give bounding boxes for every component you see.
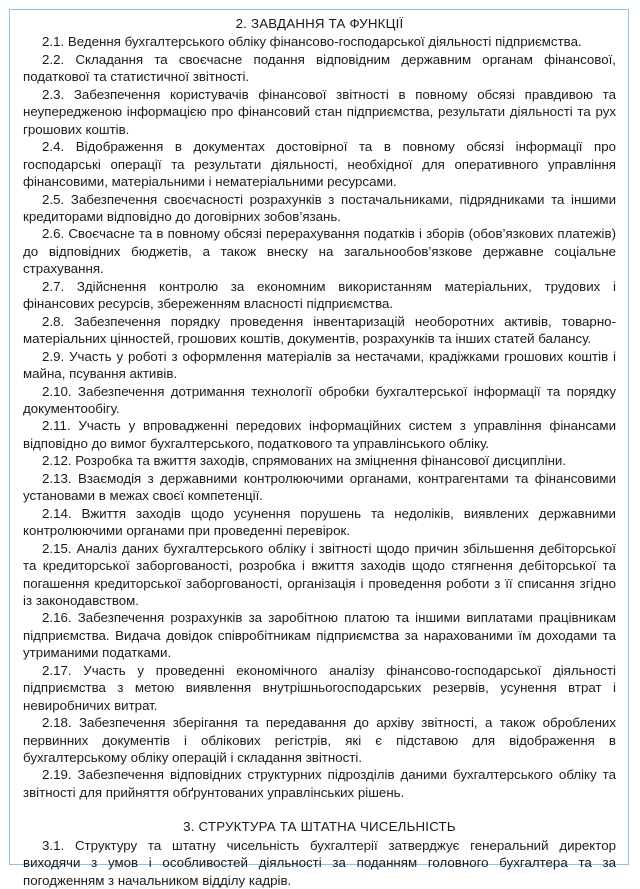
section-spacer (23, 801, 616, 818)
clause-2-14: 2.14. Вжиття заходів щодо усунення порушень та недоліків, виявлених державними контролюючими органами при проведенні перевірок. (23, 505, 616, 539)
clause-2-5: 2.5. Забезпечення своєчасності розрахунків з постачальниками, підрядниками та іншими кредиторами відповідно до договірних зобов’язань. (23, 191, 616, 224)
section-tasks-functions (23, 15, 616, 801)
clause-2-12: 2.12. Розробка та вжиття заходів, спрямованих на зміцнення фінансової дисципліни. (42, 453, 567, 469)
clause-2-18: 2.18. Забезпечення зберігання та передавання до архіву звітності, а також оброблених первинних документів і облікових регістрів, які є підставою для відображення в бухгалтерському обліку операцій і складання звітності. (23, 715, 616, 766)
clause-2-13: 2.13. Взаємодія з державними контролюючими органами, контрагентами та фінансовими установами в межах своєї компетенції. (23, 470, 616, 504)
clause-2-19: 2.19. Забезпечення відповідних структурних підрозділів даними бухгалтерського обліку та звітності для прийняття обґрунтованих управлінських рішень. (23, 767, 616, 800)
clause-3-1: 3.1. Структуру та штатну чисельність бухгалтерії затверджує генеральний директор виходячи з умов і особливостей діяльності за поданням головного бухгалтера та за погодженням з начальником відділу кадрів. (23, 837, 616, 888)
section-title: 2. ЗАВДАННЯ ТА ФУНКЦІЇ (235, 16, 404, 31)
document-page (9, 9, 629, 888)
clause-2-1: 2.1. Ведення бухгалтерського обліку фінансово-господарської діяльності підприємства. (42, 34, 582, 50)
section-title: 3. СТРУКТУРА ТА ШТАТНА ЧИСЕЛЬНІСТЬ (183, 819, 456, 835)
clause-2-6: 2.6. Своєчасне та в повному обсязі перерахування податків і зборів (обов’язкових платежів) до відповідних бюджетів, а також внеску на загальнообов’язкове державне соціальне страхування. (23, 226, 616, 277)
clause-2-9: 2.9. Участь у роботі з оформлення матеріалів за нестачами, крадіжками грошових коштів і майна, псування активів. (23, 348, 616, 382)
clause-2-3: 2.3. Забезпечення користувачів фінансової звітності в повному обсязі правдивою та неупередженою інформацією про фінансовий стан підприємства, результати діяльності та рух грошових коштів. (23, 86, 616, 137)
clause-2-8: 2.8. Забезпечення порядку проведення інвентаризацій необоротних активів, товарно-матеріальних цінностей, грошових коштів, документів, розрахунків та інших статей балансу. (23, 313, 616, 347)
clause-2-7: 2.7. Здійснення контролю за економним використанням матеріальних, трудових і фінансових ресурсів, збереженням власності підприємства. (23, 278, 616, 312)
clause-2-11: 2.11. Участь у впровадженні передових інформаційних систем з управління фінансами відповідно до вимог бухгалтерського, податкового та управлінського обліку. (23, 418, 616, 451)
clause-2-2: 2.2. Складання та своєчасне подання відповідним державним органам фінансової, податкової та статистичної звітності. (23, 51, 616, 85)
section-structure-staff (23, 818, 616, 889)
clause-2-10: 2.10. Забезпечення дотримання технології обробки бухгалтерської інформації та порядку документообігу. (23, 383, 616, 416)
clause-2-17: 2.17. Участь у проведенні економічного аналізу фінансово-господарської діяльності підприємства з метою виявлення внутрішньогосподарських резервів, усунення втрат і невиробничих витрат. (23, 662, 616, 713)
clause-2-4: 2.4. Відображення в документах достовірної та в повному обсязі інформації про господарські операції та результати діяльності, необхідної для оперативного управління фінансовими, матеріальними і нематеріальними ресурсами. (23, 139, 616, 190)
clause-2-15: 2.15. Аналіз даних бухгалтерського обліку і звітності щодо причин збільшення дебіторської та кредиторської заборгованості, розробка і вжиття заходів щодо стягнення дебіторської та погашення кредиторської заборгованості, організація і проведення роботи з її списання згідно із законодавством. (23, 540, 616, 608)
clause-2-16: 2.16. Забезпечення розрахунків за заробітною платою та іншими виплатами працівникам підприємства. Видача довідок співробітникам підприємства за нарахованими їм доходами та утриманими податками. (23, 610, 616, 661)
